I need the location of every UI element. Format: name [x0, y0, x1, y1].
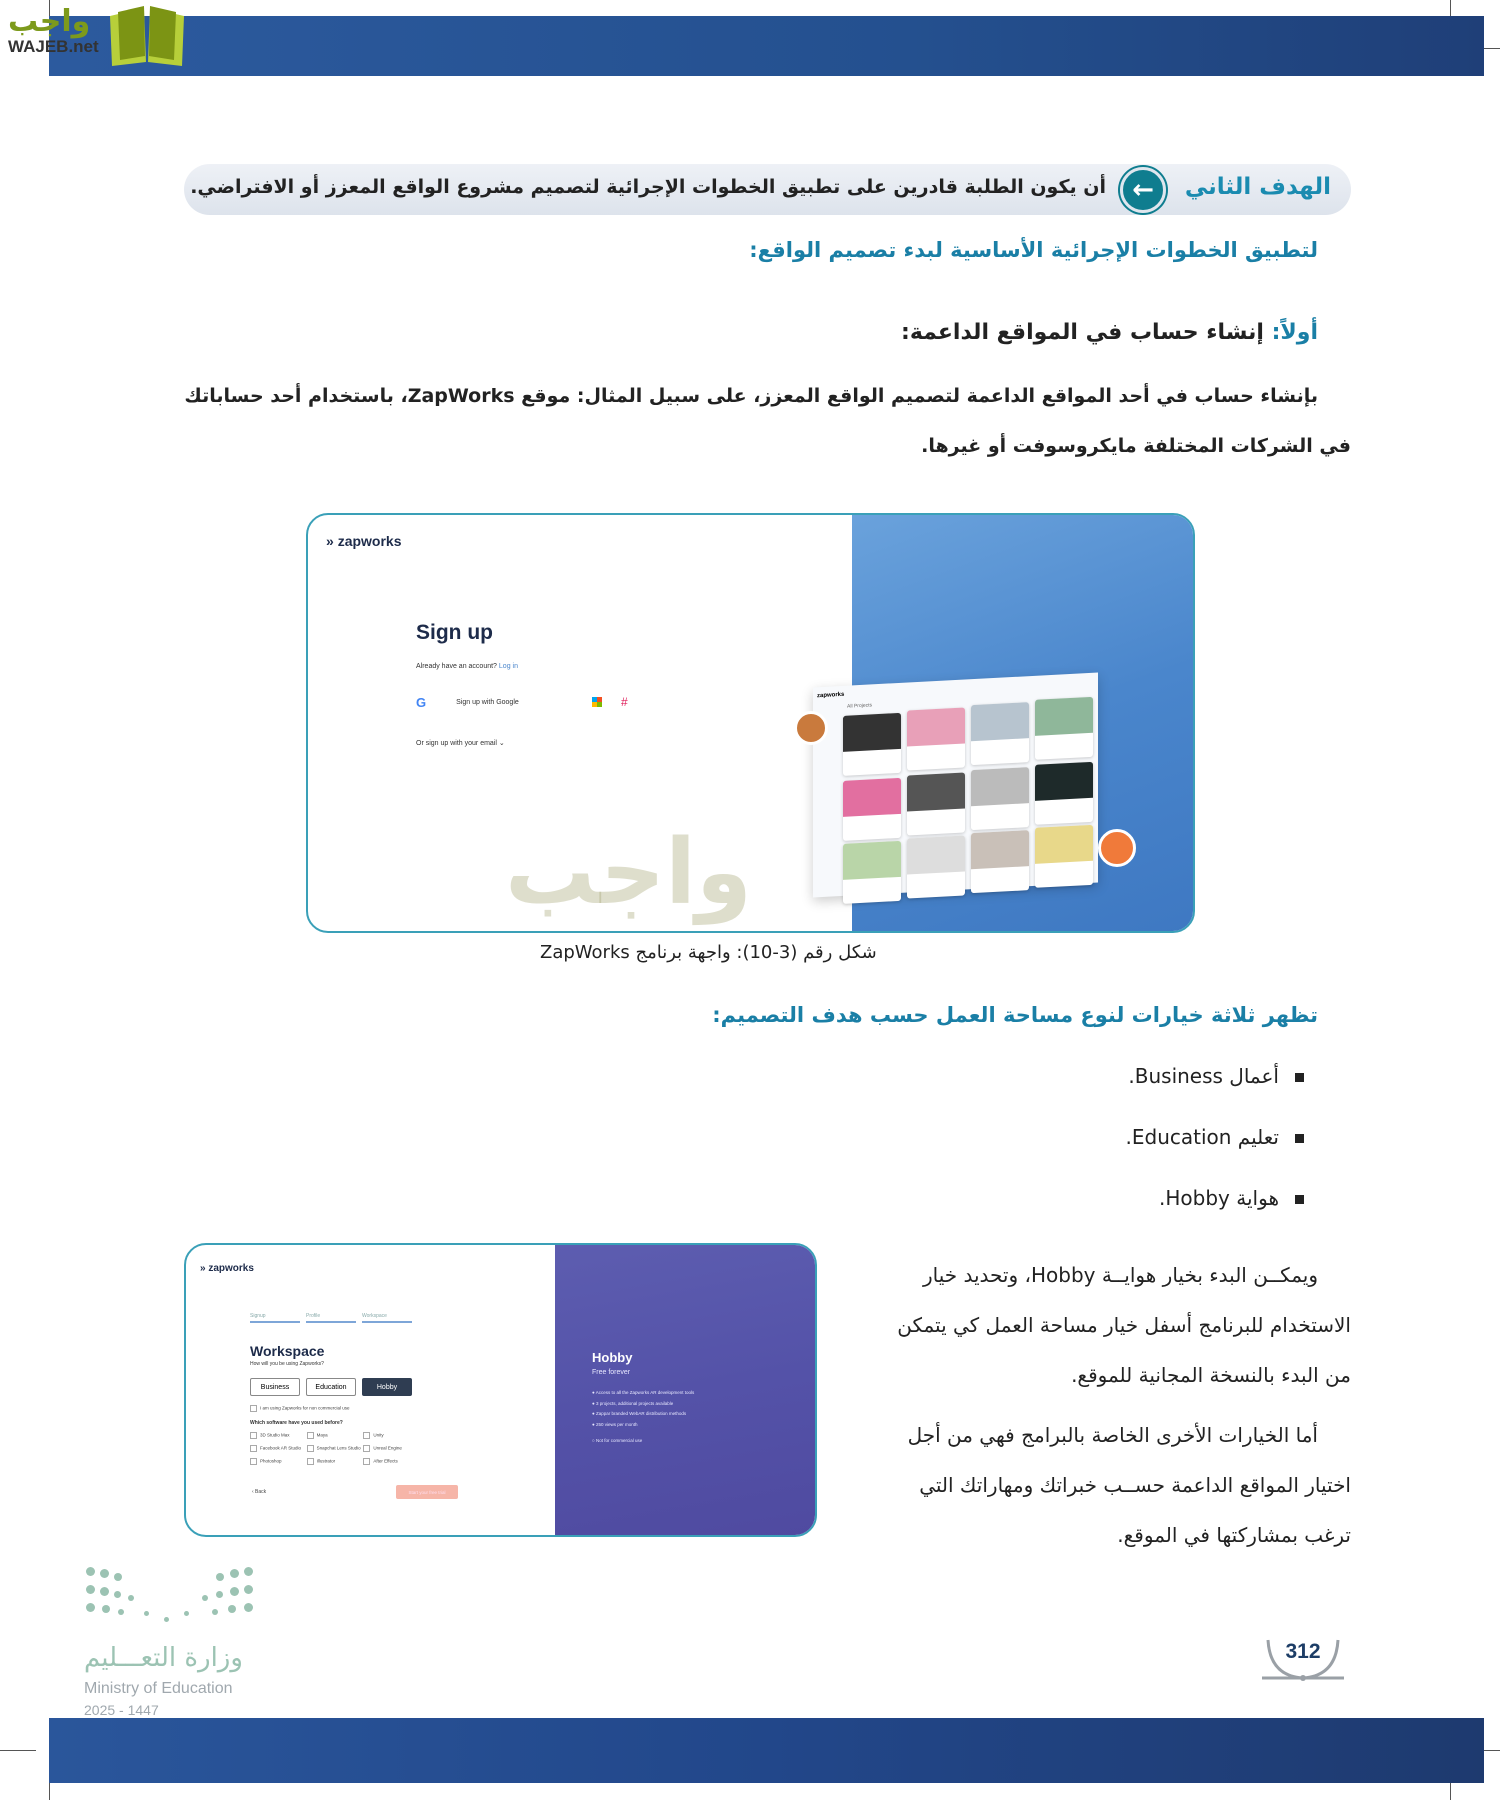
- education-button[interactable]: Education: [306, 1378, 356, 1396]
- project-card[interactable]: [971, 702, 1029, 765]
- step1-heading: [901, 320, 1318, 345]
- workspace-title: Workspace: [250, 1343, 325, 1359]
- google-icon: G: [416, 694, 427, 710]
- slack-icon[interactable]: #: [621, 695, 628, 709]
- software-checkbox[interactable]: Unreal Engine: [363, 1445, 420, 1452]
- ministry-name-english: Ministry of Education: [84, 1680, 233, 1697]
- bullet-icon: [1295, 1073, 1304, 1082]
- paragraph-line: أما الخيارات الأخرى الخاصة بالبرامج فهي من أجل: [907, 1423, 1318, 1447]
- business-button[interactable]: Business: [250, 1378, 300, 1396]
- zapworks-logo: » zapworks: [326, 533, 402, 549]
- plan-feature: ● Access to all the Zapworks AR development tools: [592, 1390, 695, 1395]
- software-question: Which software have you used before?: [250, 1420, 343, 1426]
- step-workspace: Workspace: [362, 1313, 412, 1323]
- crop-mark: [0, 1750, 36, 1751]
- software-checkbox[interactable]: Photoshop: [250, 1458, 307, 1465]
- logo-latin: WAJEB.net: [8, 37, 99, 56]
- back-link[interactable]: ‹ Back: [252, 1489, 267, 1495]
- paragraph-line: من البدء بالنسخة المجانية للموقع.: [1071, 1363, 1351, 1387]
- project-card[interactable]: [1035, 762, 1093, 825]
- software-checkbox[interactable]: Maya: [307, 1432, 364, 1439]
- workspace-subtitle: How will you be using Zapworks?: [250, 1361, 324, 1367]
- plan-feature: ● Zappar branded WebAR distribution methods: [592, 1411, 687, 1416]
- hobby-button[interactable]: Hobby: [362, 1378, 412, 1396]
- software-checkbox[interactable]: Snapchat Lens Studio: [307, 1445, 364, 1452]
- project-card[interactable]: [971, 767, 1029, 830]
- project-card[interactable]: [907, 836, 965, 899]
- start-trial-button[interactable]: Start your free trial: [396, 1485, 458, 1499]
- software-checkbox[interactable]: After Effects: [363, 1458, 420, 1465]
- noncommercial-checkbox[interactable]: I am using Zapworks for non commercial use: [250, 1405, 350, 1412]
- project-card[interactable]: [1035, 697, 1093, 760]
- user-avatar: [794, 711, 828, 745]
- goal-banner: [184, 164, 1351, 215]
- bullet-icon: [1295, 1195, 1304, 1204]
- plan-features: [592, 1388, 694, 1447]
- edition-year: 2025 - 1447: [84, 1702, 159, 1718]
- crop-mark: [1450, 1783, 1451, 1800]
- plan-note: ○ Not for commercial use: [592, 1438, 643, 1443]
- email-signup-option[interactable]: Or sign up with your email ⌄: [416, 740, 505, 747]
- project-card[interactable]: [843, 841, 901, 904]
- zapworks-workspace-screenshot: [184, 1243, 817, 1537]
- step1-title: إنشاء حساب في المواقع الداعمة:: [901, 320, 1264, 345]
- project-card[interactable]: [843, 778, 901, 841]
- crop-mark: [49, 1783, 50, 1800]
- arrow-left-icon: ←: [1120, 167, 1166, 213]
- microsoft-icon[interactable]: [592, 697, 602, 707]
- bullet-icon: [1295, 1134, 1304, 1143]
- paragraph-line: اختيار المواقع الداعمة حســب خبراتك ومهاراتك التي: [919, 1473, 1351, 1497]
- dashboard-brand: zapworks: [817, 691, 845, 700]
- google-signup-button[interactable]: G Sign up with Google: [416, 694, 519, 710]
- workspace-options: [250, 1378, 412, 1396]
- software-checkbox[interactable]: Illustrator: [307, 1458, 364, 1465]
- all-projects-label: All Projects: [847, 702, 873, 710]
- goal-text: أن يكون الطلبة قادرين على تطبيق الخطوات الإجرائية لتصميم مشروع الواقع المعزز أو الافتراضي.: [190, 176, 1106, 198]
- zapworks-logo: » zapworks: [200, 1263, 254, 1274]
- login-link[interactable]: Log in: [498, 663, 518, 670]
- ministry-emblem: [84, 1565, 264, 1625]
- signup-title: Sign up: [416, 621, 493, 644]
- footer-bar: [49, 1718, 1484, 1783]
- paragraph-line: ترغب بمشاركتها في الموقع.: [1117, 1523, 1351, 1547]
- wajeb-logo: [8, 6, 99, 56]
- project-card[interactable]: [907, 708, 965, 771]
- software-checkbox[interactable]: 3D Studio Max: [250, 1432, 307, 1439]
- user-avatar: [1098, 829, 1136, 867]
- other-paragraph: [908, 1410, 1351, 1560]
- paragraph-line: الاستخدام للبرنامج أسفل خيار مساحة العمل كي يتمكن: [897, 1313, 1351, 1337]
- page-number: 312: [1285, 1640, 1321, 1663]
- project-card[interactable]: [971, 830, 1029, 893]
- option-business: أعمال Business.: [1128, 1064, 1304, 1088]
- figure1-caption: شكل رقم (3-10): واجهة برنامج ZapWorks: [540, 942, 877, 963]
- project-card[interactable]: [907, 773, 965, 836]
- step1-para-line1: بإنشاء حساب في أحد المواقع الداعمة لتصميم الواقع المعزز، على سبيل المثال: موقع ZapWorks، باستخدام أحد حساباتك: [184, 385, 1318, 407]
- option-education: تعليم Education.: [1126, 1125, 1304, 1149]
- plan-title: Hobby: [592, 1350, 633, 1365]
- project-card[interactable]: [1035, 825, 1093, 888]
- paragraph-line: ويمكــن البدء بخيار هوايــة Hobby، وتحديد خيار: [922, 1263, 1318, 1287]
- hobby-paragraph: [897, 1250, 1351, 1400]
- hobby-plan-panel: [555, 1245, 817, 1537]
- plan-feature: ● 250 views per month: [592, 1421, 638, 1427]
- header-bar: [49, 16, 1484, 76]
- option-hobby: هواية Hobby.: [1159, 1186, 1304, 1210]
- goal-title: الهدف الثاني: [1184, 174, 1331, 200]
- software-checkboxes: [250, 1432, 420, 1465]
- wajeb-watermark: واجب: [505, 820, 752, 925]
- project-card[interactable]: [843, 713, 901, 776]
- workspace-heading: تظهر ثلاثة خيارات لنوع مساحة العمل حسب هدف التصميم:: [712, 1003, 1318, 1027]
- section-intro: لتطبيق الخطوات الإجرائية الأساسية لبدء تصميم الواقع:: [749, 238, 1318, 262]
- step-profile: Profile: [306, 1313, 356, 1323]
- plan-feature: ● 3 projects, additional projects available: [592, 1400, 674, 1406]
- software-checkbox[interactable]: Unity: [363, 1432, 420, 1439]
- step1-label: أولاً:: [1271, 320, 1318, 345]
- dashboard-preview: [813, 673, 1098, 898]
- step-signup: Signup: [250, 1313, 300, 1323]
- progress-steps: [250, 1313, 412, 1323]
- step1-para-line2: في الشركات المختلفة مايكروسوفت أو غيرها.: [921, 435, 1351, 457]
- book-icon: [106, 4, 188, 66]
- plan-subtitle: Free forever: [592, 1369, 631, 1376]
- logo-arabic: واجب: [8, 4, 91, 39]
- ministry-name-arabic: وزارة التعـــليم: [84, 1643, 243, 1673]
- software-checkbox[interactable]: Facebook AR Studio: [250, 1445, 307, 1452]
- account-prompt: Already have an account? Log in: [416, 663, 518, 670]
